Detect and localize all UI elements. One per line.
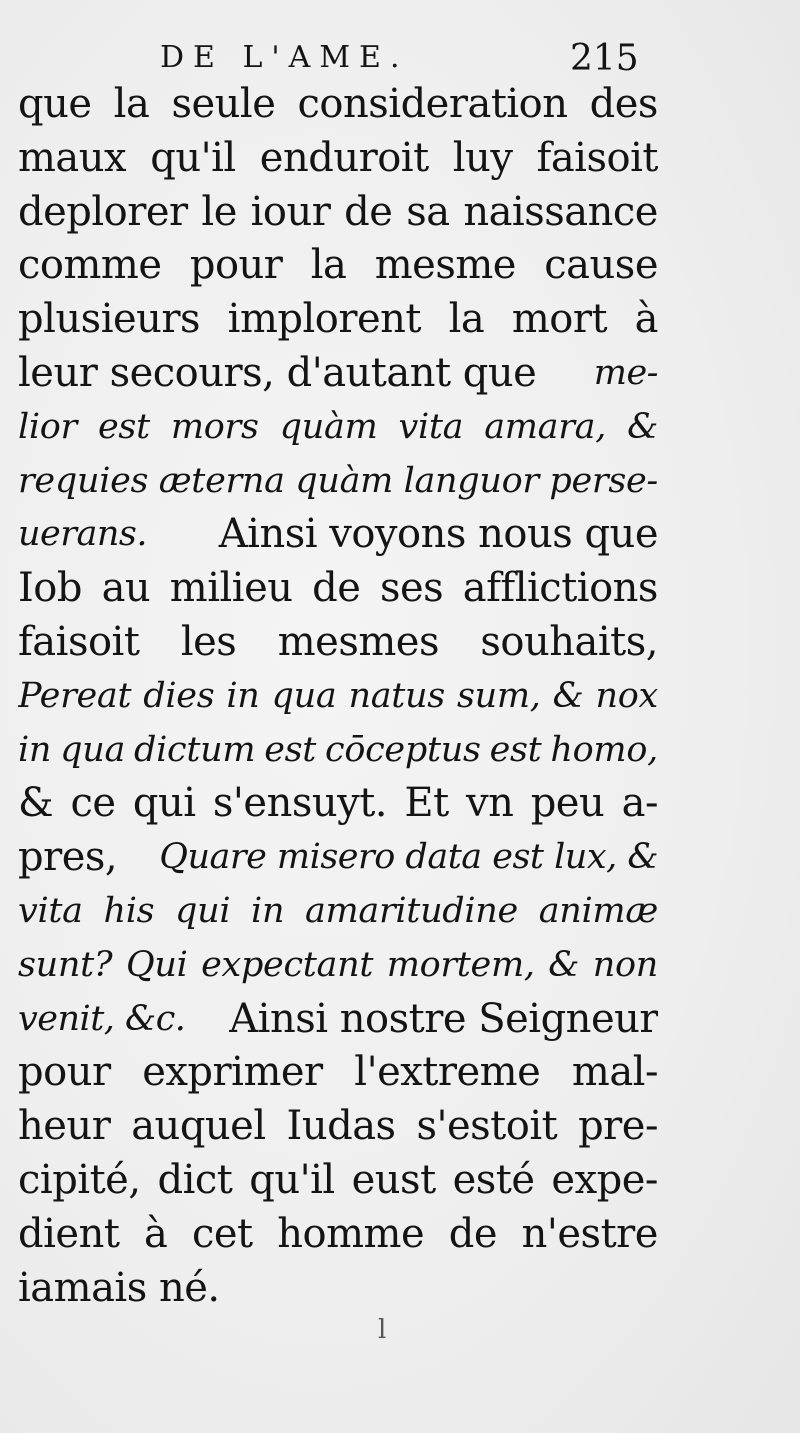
italic-text-segment: vita his qui in amaritudine animæ — [18, 890, 658, 931]
text-segment: maux qu'il enduroit luy faisoit — [18, 134, 658, 181]
text-line — [18, 939, 658, 993]
text-line — [18, 562, 658, 616]
italic-text-segment: Quare misero data est lux, & — [159, 837, 658, 878]
text-segment: plusieurs implorent la mort à — [18, 296, 658, 343]
text-segment: dient à cet homme de n'estre — [18, 1210, 658, 1257]
text-segment: cipité, dict qu'il eust esté expe- — [18, 1156, 658, 1203]
text-line — [18, 1100, 658, 1154]
text-line — [18, 186, 658, 240]
body-text — [18, 78, 658, 1315]
text-line — [18, 1154, 658, 1208]
text-line — [18, 455, 658, 509]
text-line — [18, 293, 658, 347]
text-line — [18, 132, 658, 186]
italic-text-segment: lior est mors quàm vita amara, & — [18, 406, 658, 447]
text-segment: iamais né. — [18, 1264, 220, 1311]
text-line — [18, 724, 658, 778]
text-line — [18, 831, 658, 885]
text-segment: Ainsi nostre Seigneur — [229, 995, 658, 1042]
page-number: 215 — [570, 38, 639, 79]
italic-text-segment: sunt? Qui expectant mortem, & non — [18, 944, 658, 985]
text-segment: deplorer le iour de sa naissance — [18, 188, 658, 235]
text-segment: pres, — [18, 834, 118, 881]
text-segment: leur secours, d'autant que — [18, 349, 537, 396]
text-segment: Iob au milieu de ses afflictions — [18, 565, 658, 612]
text-line — [18, 885, 658, 939]
text-segment: comme pour la mesme cause — [18, 242, 658, 289]
italic-text-segment: venit, &c. — [18, 998, 186, 1039]
italic-text-segment: me- — [593, 352, 658, 393]
text-line — [18, 1208, 658, 1262]
text-segment: que la seule consideration des — [18, 81, 658, 127]
text-line — [18, 401, 658, 455]
text-line — [18, 78, 658, 132]
text-segment: & ce qui s'ensuyt. Et vn peu a- — [18, 780, 658, 827]
text-line — [18, 508, 658, 562]
text-line — [18, 670, 658, 724]
text-segment: heur auquel Iudas s'estoit pre- — [18, 1103, 658, 1150]
signature-mark: l — [378, 1315, 387, 1345]
text-segment: Ainsi voyons nous que — [218, 511, 658, 558]
italic-text-segment: uerans. — [18, 514, 147, 555]
text-line — [18, 993, 658, 1047]
text-line — [18, 1046, 658, 1100]
text-line — [18, 1262, 658, 1316]
text-line — [18, 777, 658, 831]
text-segment: pour exprimer l'extreme mal- — [18, 1049, 658, 1096]
text-line — [18, 239, 658, 293]
text-line — [18, 616, 658, 670]
italic-text-segment: in qua dictum est cōceptus est homo, — [18, 729, 658, 770]
running-head: DE L'AME. — [160, 40, 409, 75]
text-segment: faisoit les mesmes souhaits, — [18, 618, 658, 665]
italic-text-segment: requies æterna quàm languor perse- — [18, 460, 658, 501]
italic-text-segment: Pereat dies in qua natus sum, & nox — [18, 675, 658, 716]
text-line — [18, 347, 658, 401]
